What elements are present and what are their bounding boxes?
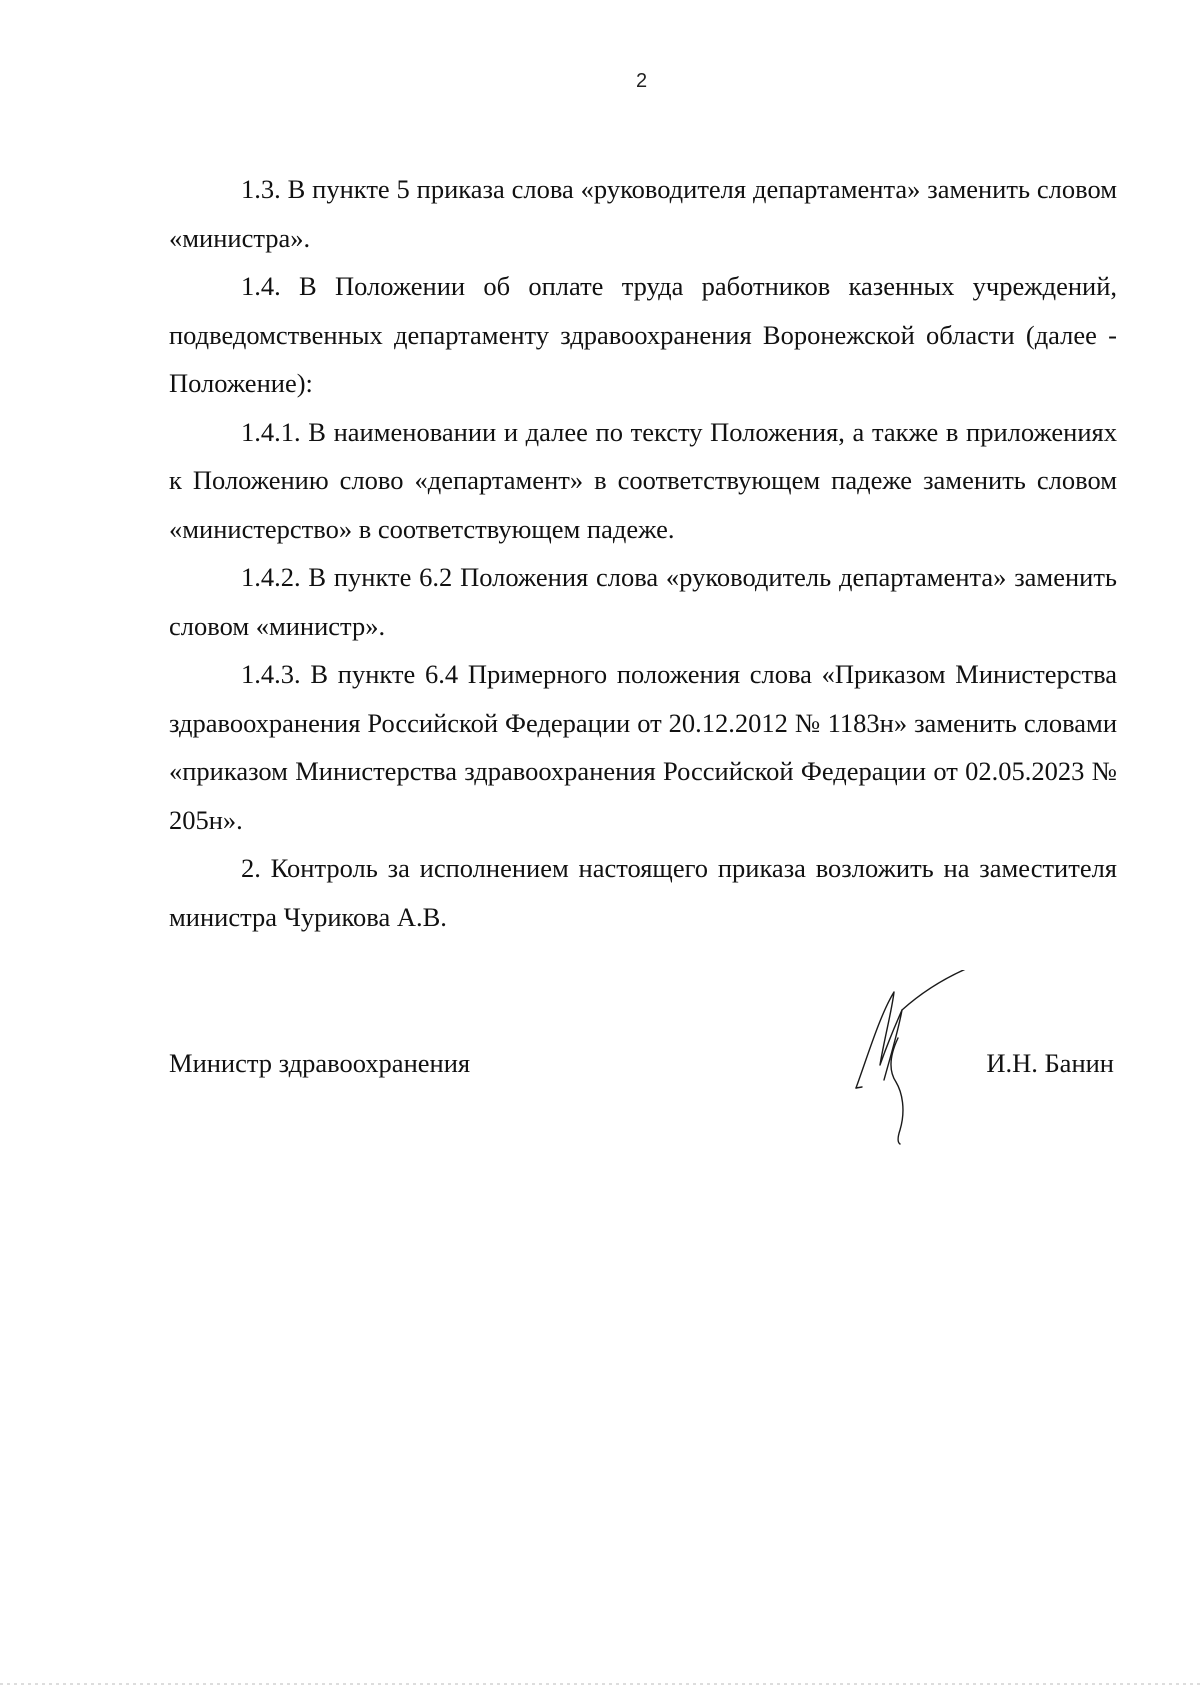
paragraph-1-4: 1.4. В Положении об оплате труда работников казенных учреждений, подведомственных департаменту здравоохранения Воронежской области (далее - Положение): [169, 271, 1117, 398]
signature-block [169, 1048, 1114, 1088]
document-body [169, 165, 1117, 941]
signer-name: И.Н. Банин [986, 1048, 1114, 1078]
scan-edge-line [0, 1683, 1200, 1685]
paragraph-1-4-3: 1.4.3. В пункте 6.4 Примерного положения слова «Приказом Министерства здравоохранения Российской Федерации от 20.12.2012 № 1183н» заменить словами «приказом Министерства здравоохранения Российской Федерации от 02.05.2023 № 205н». [169, 659, 1117, 835]
paragraph-1-3: 1.3. В пункте 5 приказа слова «руководителя департамента» заменить словом «министра». [169, 174, 1117, 253]
paragraph-1-4-1: 1.4.1. В наименовании и далее по тексту Положения, а также в приложениях к Положению слово «департамент» в соответствующем падеже заменить словом «министерство» в соответствующем падеже. [169, 416, 1117, 544]
paragraph-2: 2. Контроль за исполнением настоящего приказа возложить на заместителя министра Чурикова А.В. [169, 853, 1117, 932]
paragraph-1-4-2: 1.4.2. В пункте 6.2 Положения слова «руководитель департамента» заменить словом «министр». [169, 562, 1117, 641]
page-number: 2 [635, 70, 648, 92]
signer-title: Министр здравоохранения [169, 1048, 471, 1078]
